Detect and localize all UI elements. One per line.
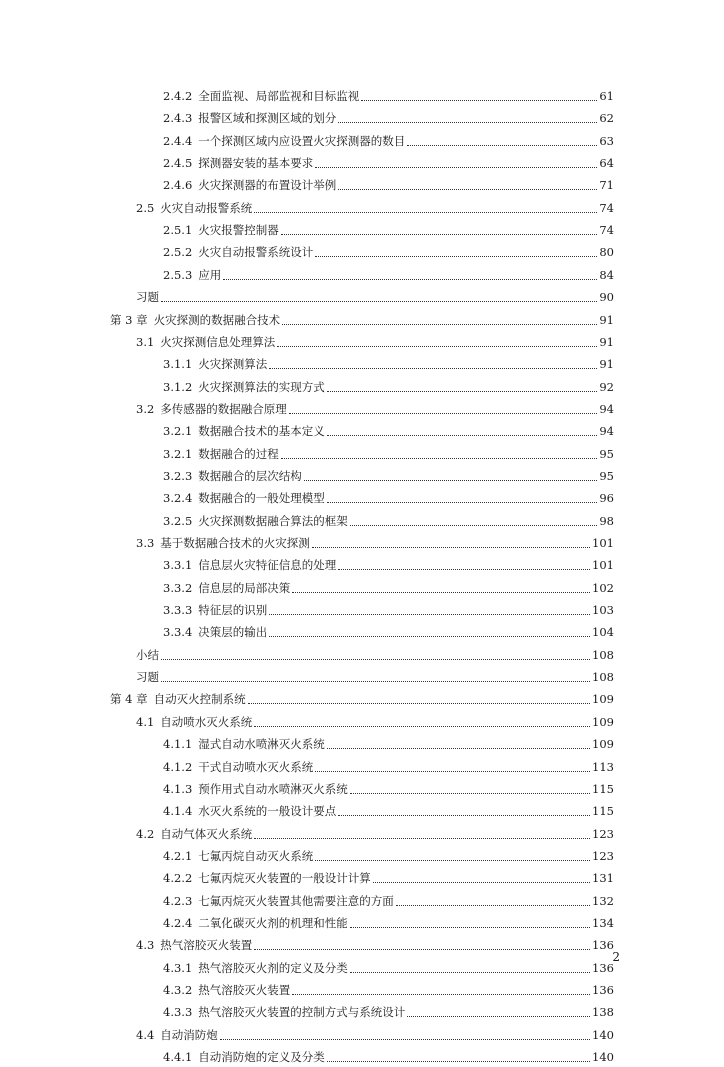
toc-entry-page: 123 [592,848,614,863]
toc-entry-number: 2.5 [136,200,155,215]
toc-entry-title: 习题 [136,670,159,685]
toc-entry[interactable] [163,1002,614,1022]
toc-entry[interactable] [163,801,614,821]
toc-entry[interactable] [163,108,614,128]
toc-entry[interactable] [163,555,614,575]
toc-entry-title: 火灾探测信息处理算法 [160,334,276,349]
toc-entry-page: 101 [592,536,614,550]
dot-leader [292,591,590,593]
toc-entry-number: 3.2.1 [163,424,193,439]
toc-entry[interactable] [163,578,614,598]
toc-entry-title: 自动气体灭火系统 [160,826,253,841]
dot-leader [396,904,590,906]
toc-entry-title: 特征层的识别 [198,603,268,618]
toc-entry-page: 104 [592,625,614,640]
toc-entry-page: 136 [592,938,614,953]
toc-entry-title: 数据融合的一般处理模型 [198,491,325,506]
toc-entry-title: 热气溶胶灭火装置的控制方式与系统设计 [198,1005,406,1020]
toc-entry-page: 63 [599,133,614,148]
toc-entry[interactable] [136,645,614,665]
toc-entry-title: 习题 [136,290,159,305]
toc-entry-title: 自动灭火控制系统 [153,692,246,707]
toc-entry-title: 火灾探测的数据融合技术 [153,312,281,327]
toc-entry-title: 火灾探测算法的实现方式 [198,379,325,394]
toc-entry-page: 134 [592,915,614,930]
toc-entry-page: 91 [599,312,614,327]
toc-entry-title: 七氟丙烷自动灭火系统 [198,848,314,863]
toc-entry-number: 3.1 [136,334,155,349]
toc-entry-page: 123 [592,826,614,841]
toc-entry-number: 4.2.3 [163,893,193,908]
toc-entry-number: 4.3.2 [163,983,193,997]
toc-entry-page: 115 [592,781,614,796]
toc-entry[interactable] [163,958,614,978]
dot-leader [254,725,590,727]
dot-leader [289,412,598,414]
toc-entry-title: 热气溶胶灭火装置 [160,938,253,953]
toc-entry[interactable] [163,377,614,397]
toc-entry-page: 61 [599,89,614,103]
toc-entry-page: 108 [592,670,614,685]
dot-leader [327,390,598,392]
dot-leader [315,859,590,861]
toc-entry[interactable] [136,533,614,553]
toc-entry-number: 第 4 章 [110,692,148,707]
toc-entry[interactable] [136,399,614,419]
toc-entry[interactable] [163,913,614,933]
toc-entry[interactable] [163,600,614,620]
toc-entry-title: 应用 [198,267,222,282]
toc-entry[interactable] [163,354,614,374]
toc-entry-number: 3.3.3 [163,603,193,618]
toc-entry-page: 115 [592,804,614,819]
toc-entry[interactable] [163,891,614,911]
toc-entry-number: 3.2.3 [163,468,193,483]
toc-entry-title: 火灾自动报警系统设计 [198,245,314,260]
toc-entry-page: 74 [599,200,614,215]
toc-entry-title: 火灾报警控制器 [198,223,279,238]
toc-entry-title: 热气溶胶灭火装置 [198,983,291,997]
dot-leader [350,524,598,526]
toc-entry-number: 2.5.1 [163,223,193,238]
toc-entry-title: 自动喷水灭火系统 [160,714,253,729]
toc-entry[interactable] [163,220,614,240]
toc-entry-title: 火灾自动报警系统 [160,200,253,215]
toc-entry[interactable] [163,757,614,777]
dot-leader [327,1060,590,1062]
toc-entry-number: 3.2.1 [163,446,193,461]
dot-leader [161,658,590,660]
toc-entry[interactable] [163,779,614,799]
toc-entry-title: 湿式自动水喷淋灭火系统 [198,737,325,752]
toc-entry[interactable] [163,265,614,285]
toc-entry-title: 火灾探测数据融合算法的框架 [198,513,348,528]
toc-entry-page: 62 [599,111,614,126]
toc-entry-title: 基于数据融合技术的火灾探测 [160,536,310,550]
toc-entry-number: 3.3.1 [163,558,193,573]
toc-entry-number: 4.3.3 [163,1005,193,1020]
toc-entry-title: 二氧化碳灭火剂的机理和性能 [198,915,348,930]
dot-leader [327,434,598,436]
toc-entry-title: 数据融合技术的基本定义 [198,424,325,439]
toc-entry-page: 109 [592,714,614,729]
toc-entry[interactable] [136,824,614,844]
toc-entry-page: 109 [592,737,614,752]
toc-entry[interactable] [163,131,614,151]
toc-entry-number: 4.1.3 [163,781,193,796]
dot-leader [327,747,590,749]
dot-leader [304,479,598,481]
toc-entry[interactable] [136,287,614,307]
dot-leader [269,367,597,369]
toc-entry[interactable] [110,689,614,709]
toc-entry[interactable] [163,511,614,531]
toc-entry[interactable] [136,935,614,955]
toc-entry-title: 决策层的输出 [198,625,268,640]
dot-leader [407,144,597,146]
toc-entry-title: 自动消防炮的定义及分类 [198,1050,325,1065]
dot-leader [281,457,598,459]
toc-entry-page: 84 [599,267,614,282]
dot-leader [282,323,597,325]
toc-entry-number: 4.2.2 [163,871,193,886]
toc-entry-number: 3.2.5 [163,513,193,528]
toc-entry-number: 3.1.2 [163,379,193,394]
toc-entry[interactable] [163,242,614,262]
dot-leader [315,770,590,772]
dot-leader [407,1015,590,1017]
toc-entry[interactable] [163,421,614,441]
toc-entry-title: 火灾探测算法 [198,357,268,372]
toc-entry-page: 136 [592,960,614,975]
toc-entry-page: 108 [592,647,614,662]
toc-entry-number: 3.3.2 [163,580,193,595]
toc-entry-page: 103 [592,603,614,618]
toc-entry-title: 数据融合的过程 [198,446,279,461]
toc-entry-number: 4.2 [136,826,155,841]
toc-entry-number: 2.5.2 [163,245,193,260]
dot-leader [269,613,590,615]
toc-entry[interactable] [163,153,614,173]
dot-leader [254,948,590,950]
toc-entry-title: 热气溶胶灭火剂的定义及分类 [198,960,348,975]
toc-entry-page: 132 [592,893,614,908]
toc-entry-number: 2.5.3 [163,267,193,282]
toc-entry-page: 98 [599,513,614,528]
toc-entry-title: 水灭火系统的一般设计要点 [198,804,337,819]
toc-entry-page: 91 [599,357,614,372]
toc-entry-page: 94 [599,401,614,416]
dot-leader [315,255,597,257]
toc-entry-page: 96 [599,491,614,506]
toc-entry[interactable] [163,444,614,464]
dot-leader [281,233,598,235]
toc-entry-page: 92 [599,379,614,394]
dot-leader [338,188,597,190]
toc-entry-page: 109 [592,692,614,707]
toc-entry-number: 4.4.1 [163,1050,193,1065]
dot-leader [312,546,590,548]
dot-leader [248,702,590,704]
toc-entry-title: 预作用式自动水喷淋灭火系统 [198,781,348,796]
toc-entry-page: 94 [599,424,614,439]
toc-entry-number: 2.4.2 [163,89,193,103]
toc-entry-page: 90 [599,290,614,305]
toc-entry-page: 140 [592,1050,614,1065]
toc-entry-title: 七氟丙烷灭火装置其他需要注意的方面 [198,893,394,908]
toc-entry[interactable] [163,86,614,106]
dot-leader [161,680,590,682]
page-number: 2 [612,950,620,964]
toc-entry[interactable] [163,466,614,486]
toc-entry[interactable] [163,622,614,642]
toc-entry-title: 数据融合的层次结构 [198,468,302,483]
toc-entry[interactable] [136,198,614,218]
dot-leader [327,501,598,503]
toc-entry-page: 138 [592,1005,614,1020]
toc-entry[interactable] [163,734,614,754]
toc-entry-page: 95 [599,446,614,461]
toc-entry-page: 64 [599,156,614,171]
dot-leader [161,300,597,302]
toc-entry-number: 4.4 [136,1027,155,1042]
toc-entry-page: 91 [599,334,614,349]
dot-leader [338,814,590,816]
toc-entry-number: 4.2.1 [163,848,193,863]
toc-entry-number: 4.1.2 [163,759,193,774]
toc-entry[interactable] [110,310,614,330]
dot-leader [350,971,590,973]
toc-entry-number: 4.1 [136,714,155,729]
toc-entry-number: 3.2 [136,401,155,416]
toc-entry-page: 102 [592,580,614,595]
toc-entry-title: 七氟丙烷灭火装置的一般设计计算 [198,871,371,886]
dot-leader [269,635,590,637]
toc-entry-number: 4.3 [136,938,155,953]
toc-entry[interactable] [136,1025,614,1045]
dot-leader [223,278,597,280]
toc-entry-title: 信息层火灾特征信息的处理 [198,558,337,573]
toc-entry-title: 信息层的局部决策 [198,580,291,595]
toc-entry-page: 140 [592,1027,614,1042]
toc-entry-page: 74 [599,223,614,238]
toc-entry[interactable] [163,980,614,1000]
toc-entry[interactable] [163,1047,614,1067]
toc-entry-title: 干式自动喷水灭火系统 [198,759,314,774]
dot-leader [254,211,597,213]
toc-entry-number: 3.3.4 [163,625,193,640]
dot-leader [292,993,590,995]
toc-entry-number: 第 3 章 [110,312,148,327]
toc-entry-number: 3.2.4 [163,491,193,506]
toc-entry-number: 4.1.4 [163,804,193,819]
toc-entry-number: 3.1.1 [163,357,193,372]
toc-entry-title: 一个探测区域内应设置火灾探测器的数目 [198,133,406,148]
dot-leader [338,121,597,123]
toc-entry-title: 报警区域和探测区域的划分 [198,111,337,126]
toc-entry-number: 4.1.1 [163,737,193,752]
dot-leader [277,345,597,347]
toc-entry-page: 113 [592,759,614,774]
toc-entry-number: 2.4.6 [163,178,193,193]
dot-leader [361,99,597,101]
toc-entry-number: 2.4.5 [163,156,193,171]
toc-entry-number: 3.3 [136,536,155,550]
toc-entry[interactable] [163,488,614,508]
toc-entry-page: 80 [599,245,614,260]
dot-leader [350,926,590,928]
dot-leader [373,881,590,883]
toc-entry-title: 探测器安装的基本要求 [198,156,314,171]
dot-leader [338,568,590,570]
toc-entry-page: 101 [592,558,614,573]
toc-entry-page: 95 [599,468,614,483]
toc-entry-title: 火灾探测器的布置设计举例 [198,178,337,193]
toc-entry[interactable] [136,667,614,687]
dot-leader [350,792,590,794]
toc-entry[interactable] [163,868,614,888]
dot-leader [254,837,590,839]
toc-entry-number: 4.3.1 [163,960,193,975]
toc-entry-title: 全面监视、局部监视和目标监视 [198,89,360,103]
toc-entry-number: 2.4.4 [163,133,193,148]
dot-leader [220,1038,590,1040]
dot-leader [315,166,597,168]
toc-entry-page: 136 [592,983,614,997]
toc-entry[interactable] [136,712,614,732]
toc-entry-page: 71 [599,178,614,193]
toc-entry-page: 131 [592,871,614,886]
toc-entry-number: 4.2.4 [163,915,193,930]
toc-entry-title: 自动消防炮 [160,1027,218,1042]
toc-entry-title: 小结 [136,647,159,662]
toc-entry[interactable] [136,332,614,352]
toc-entry[interactable] [163,175,614,195]
toc-entry-number: 2.4.3 [163,111,193,126]
toc-entry[interactable] [163,846,614,866]
toc-entry-title: 多传感器的数据融合原理 [160,401,287,416]
